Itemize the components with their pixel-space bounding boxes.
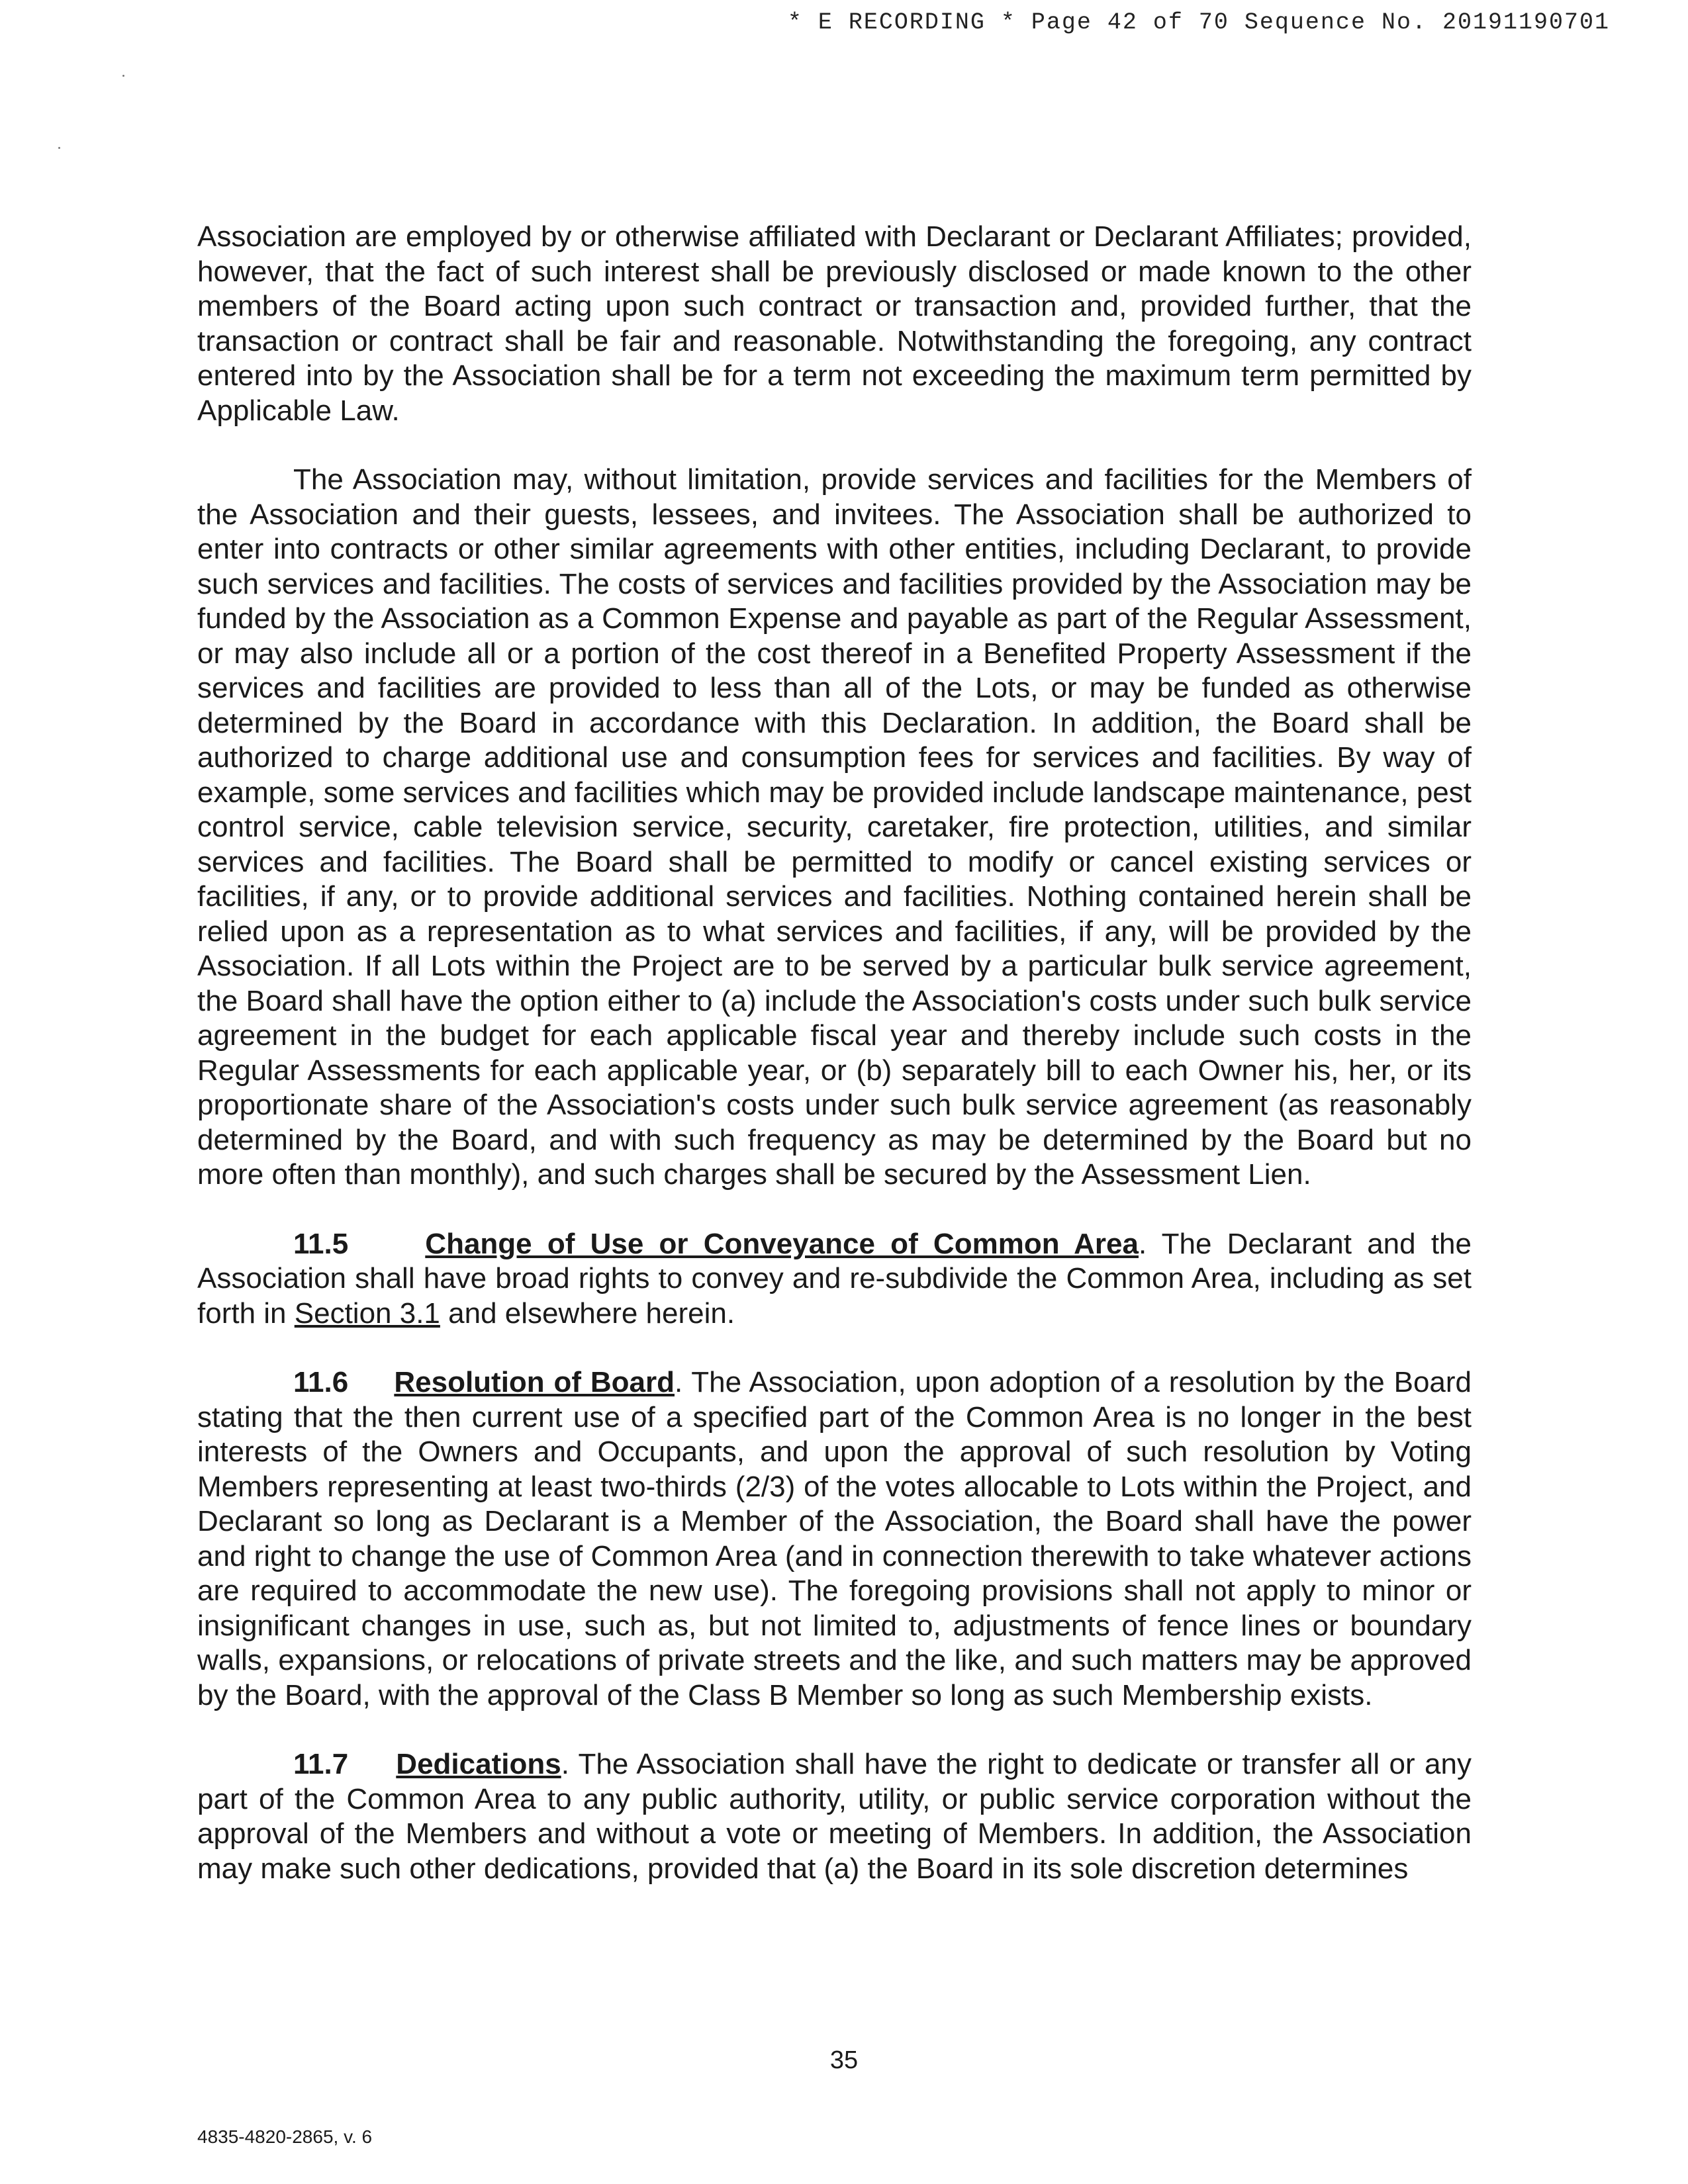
document-body	[197, 220, 1472, 1921]
section-reference-link[interactable]: Section 3.1	[294, 1297, 440, 1330]
section-text: and elsewhere herein.	[440, 1297, 735, 1330]
paragraph-services: The Association may, without limitation, provide services and facilities for the Members of the Association and their guests, lessees, and invitees. The Association shall be authorized to enter into contracts or other similar agreements with other entities, including Declarant, to provide such services and facilities. The costs of services and facilities provided by the Association may be funded by the Association as a Common Expense and payable as part of the Regular Assessment, or may also include all or a portion of the cost thereof in a Benefited Property Assessment if the services and facilities are provided to less than all of the Lots, or may be funded as otherwise determined by the Board in accordance with this Declaration. In addition, the Board shall be authorized to charge additional use and consumption fees for services and facilities. By way of example, some services and facilities which may be provided include landscape maintenance, pest control service, cable television service, security, caretaker, fire protection, utilities, and similar services and facilities. The Board shall be permitted to modify or cancel existing services or facilities, if any, or to provide additional services and facilities. Nothing contained herein shall be relied upon as a representation as to what services and facilities, if any, will be provided by the Association. If all Lots within the Project are to be served by a particular bulk service agreement, the Board shall have the option either to (a) include the Association's costs under such bulk service agreement in the budget for each applicable fiscal year and thereby include such costs in the Regular Assessments for each applicable year, or (b) separately bill to each Owner his, her, or its proportionate share of the Association's costs under such bulk service agreement (as reasonably determined by the Board, and with such frequency as may be determined by the Board but no more often than monthly), and such charges shall be secured by the Assessment Lien.	[197, 463, 1472, 1191]
section-text: . The Declarant and the Association shall have broad rights to convey and re-subdivide the Common Area, including as set forth in	[197, 1227, 1472, 1330]
document-id: 4835-4820-2865, v. 6	[197, 2126, 373, 2147]
section-11-7	[197, 1747, 1472, 1886]
scan-speck	[122, 75, 124, 77]
section-number: 11.6	[293, 1366, 349, 1398]
section-title: Resolution of Board	[394, 1366, 675, 1398]
scan-speck	[58, 147, 60, 149]
paragraph-continuation: Association are employed by or otherwise affiliated with Declarant or Declarant Affiliates; provided, however, that the fact of such interest shall be previously disclosed or made known to the other members of the Board acting upon such contract or transaction and, provided further, that the transaction or contract shall be fair and reasonable. Notwithstanding the foregoing, any contract entered into by the Association shall be for a term not exceeding the maximum term permitted by Applicable Law.	[197, 220, 1472, 427]
section-number: 11.5	[293, 1227, 349, 1260]
section-title: Dedications	[396, 1748, 561, 1780]
page-number: 35	[829, 2046, 859, 2074]
section-11-5	[197, 1227, 1472, 1332]
section-11-6	[197, 1365, 1472, 1713]
section-text: . The Association shall have the right to dedicate or transfer all or any part of the Common Area to any public authority, utility, or public service corporation without the approval of the Members and without a vote or meeting of Members. In addition, the Association may make such other dedications, provided that (a) the Board in its sole discretion determines	[197, 1748, 1472, 1885]
section-title: Change of Use or Conveyance of Common Area	[425, 1227, 1139, 1260]
recording-stamp: * E RECORDING * Page 42 of 70 Sequence No. 20191190701	[787, 9, 1610, 36]
section-number: 11.7	[293, 1748, 349, 1780]
section-text: . The Association, upon adoption of a resolution by the Board stating that the then current use of a specified part of the Common Area is no longer in the best interests of the Owners and Occupants, and upon the approval of such resolution by Voting Members representing at least two-thirds (2/3) of the votes allocable to Lots within the Project, and Declarant so long as Declarant is a Member of the Association, the Board shall have the power and right to change the use of Common Area (and in connection therewith to take whatever actions are required to accommodate the new use). The foregoing provisions shall not apply to minor or insignificant changes in use, such as, but not limited to, adjustments of fence lines or boundary walls, expansions, or relocations of private streets and the like, and such matters may be approved by the Board, with the approval of the Class B Member so long as such Membership exists.	[197, 1366, 1472, 1711]
